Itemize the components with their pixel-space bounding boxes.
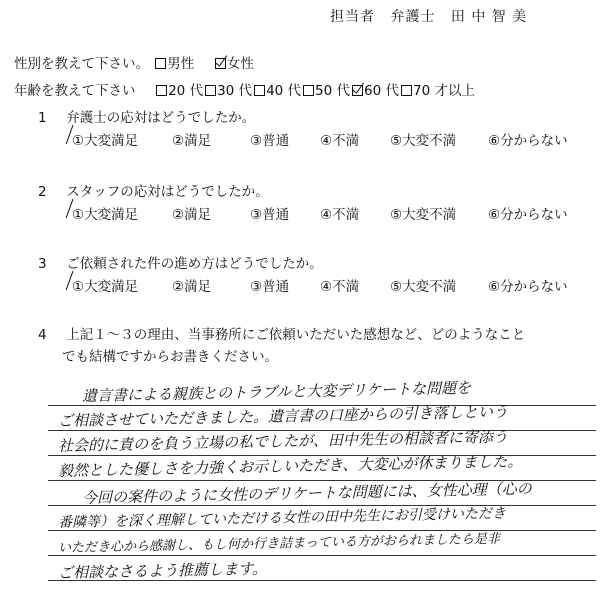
q1-option-dissatisfied[interactable]: ④不満 (320, 133, 360, 149)
handwriting-line-5: 今回の案件のように女性のデリケートな問題には、女性心理（心の (81, 479, 532, 507)
age-20-label: 20 代 (168, 83, 204, 99)
question-3-number: 3 (38, 256, 47, 272)
question-1-text: 弁護士の応対はどうでしたか。 (66, 110, 256, 126)
age-60-checkbox[interactable] (352, 85, 363, 96)
question-1 (8, 106, 255, 126)
handwriting-line-6: 番隣等）を深く理解していただける女性の田中先生にお引受けいただき (57, 505, 507, 531)
age-30-checkbox[interactable] (205, 85, 216, 96)
age-row (14, 79, 475, 99)
gender-male-checkbox[interactable] (155, 58, 166, 69)
q3-option-satisfied[interactable]: ②満足 (172, 279, 212, 295)
question-1-options (72, 129, 598, 149)
gender-row (14, 52, 254, 72)
lawyer-name: 田 中 智 美 (450, 9, 528, 25)
question-3-text: ご依頼された件の進め方はどうでしたか。 (66, 256, 323, 272)
handwriting-line-2: ご相談させていただきました。遺言書の口座からの引き落しという (57, 402, 509, 430)
question-4-number: 4 (38, 327, 47, 343)
handwriting-line-7: いただき心から感謝し、もし何か行き詰まっている方がおられましたら是非 (57, 531, 501, 556)
q2-option-normal[interactable]: ③普通 (250, 207, 290, 223)
q3-option-dissatisfied[interactable]: ④不満 (320, 279, 360, 295)
q1-option-satisfied[interactable]: ②満足 (172, 133, 212, 149)
question-4-text-line1: 上記１～３の理由、当事務所にご依頼いただいた感想など、どのようなこと (66, 327, 526, 343)
q2-option-unknown[interactable]: ⑥分からない (488, 207, 568, 223)
ruled-line (48, 555, 596, 556)
q1-option-very-satisfied[interactable]: ①大変満足 (72, 129, 172, 149)
q1-option-very-dissatisfied[interactable]: ⑤大変不満 (390, 133, 457, 149)
age-60-label: 60 代 (364, 83, 400, 99)
q3-option-very-satisfied[interactable]: ①大変満足 (72, 275, 172, 295)
age-70-checkbox[interactable] (401, 85, 412, 96)
gender-female-checkbox[interactable] (215, 58, 226, 69)
q1-option-normal[interactable]: ③普通 (250, 133, 290, 149)
lawyer-title: 弁護士 (390, 9, 436, 25)
q1-option-unknown[interactable]: ⑥分からない (488, 133, 568, 149)
age-prompt: 年齢を教えて下さい (14, 83, 136, 99)
handwriting-line-4: 毅然とした優しさを力強くお示しいただき、大変心が休まりました。 (57, 452, 523, 480)
age-40-checkbox[interactable] (254, 85, 265, 96)
handwriting-line-1: 遺言書による親族とのトラブルと大変デリケートな問題を (81, 378, 472, 405)
age-50-label: 50 代 (315, 83, 351, 99)
q3-option-unknown[interactable]: ⑥分からない (488, 279, 568, 295)
question-3-options (72, 275, 598, 295)
age-70-label: 70 才以上 (413, 83, 475, 99)
question-4-text-line2: でも結構ですからお書きください。 (62, 349, 278, 365)
question-1-number: 1 (38, 110, 47, 126)
q2-option-satisfied[interactable]: ②満足 (172, 207, 212, 223)
handwriting-line-8: ご相談なさるよう推薦します。 (57, 559, 267, 582)
q2-option-dissatisfied[interactable]: ④不満 (320, 207, 360, 223)
question-2-number: 2 (38, 184, 47, 200)
q3-option-normal[interactable]: ③普通 (250, 279, 290, 295)
age-50-checkbox[interactable] (303, 85, 314, 96)
question-3 (8, 252, 323, 272)
q3-option-very-dissatisfied[interactable]: ⑤大変不満 (390, 279, 457, 295)
gender-prompt: 性別を教えて下さい。 (14, 56, 149, 72)
gender-female-label: 女性 (226, 56, 254, 72)
q2-option-very-dissatisfied[interactable]: ⑤大変不満 (390, 207, 457, 223)
age-20-checkbox[interactable] (156, 85, 167, 96)
role-label: 担当者 (330, 9, 375, 25)
q2-option-very-satisfied[interactable]: ①大変満足 (72, 203, 172, 223)
header (330, 6, 537, 26)
question-2-text: スタッフの応対はどうでしたか。 (66, 184, 269, 200)
question-2-options (72, 203, 598, 223)
question-2 (8, 180, 269, 200)
age-30-label: 30 代 (217, 83, 253, 99)
question-4 (8, 323, 525, 343)
age-40-label: 40 代 (266, 83, 302, 99)
question-4-line2 (62, 345, 278, 365)
gender-male-label: 男性 (167, 56, 195, 72)
handwriting-line-3: 社会的に責のを負う立場の私でしたが、田中先生の相談者に寄添う (57, 427, 509, 455)
